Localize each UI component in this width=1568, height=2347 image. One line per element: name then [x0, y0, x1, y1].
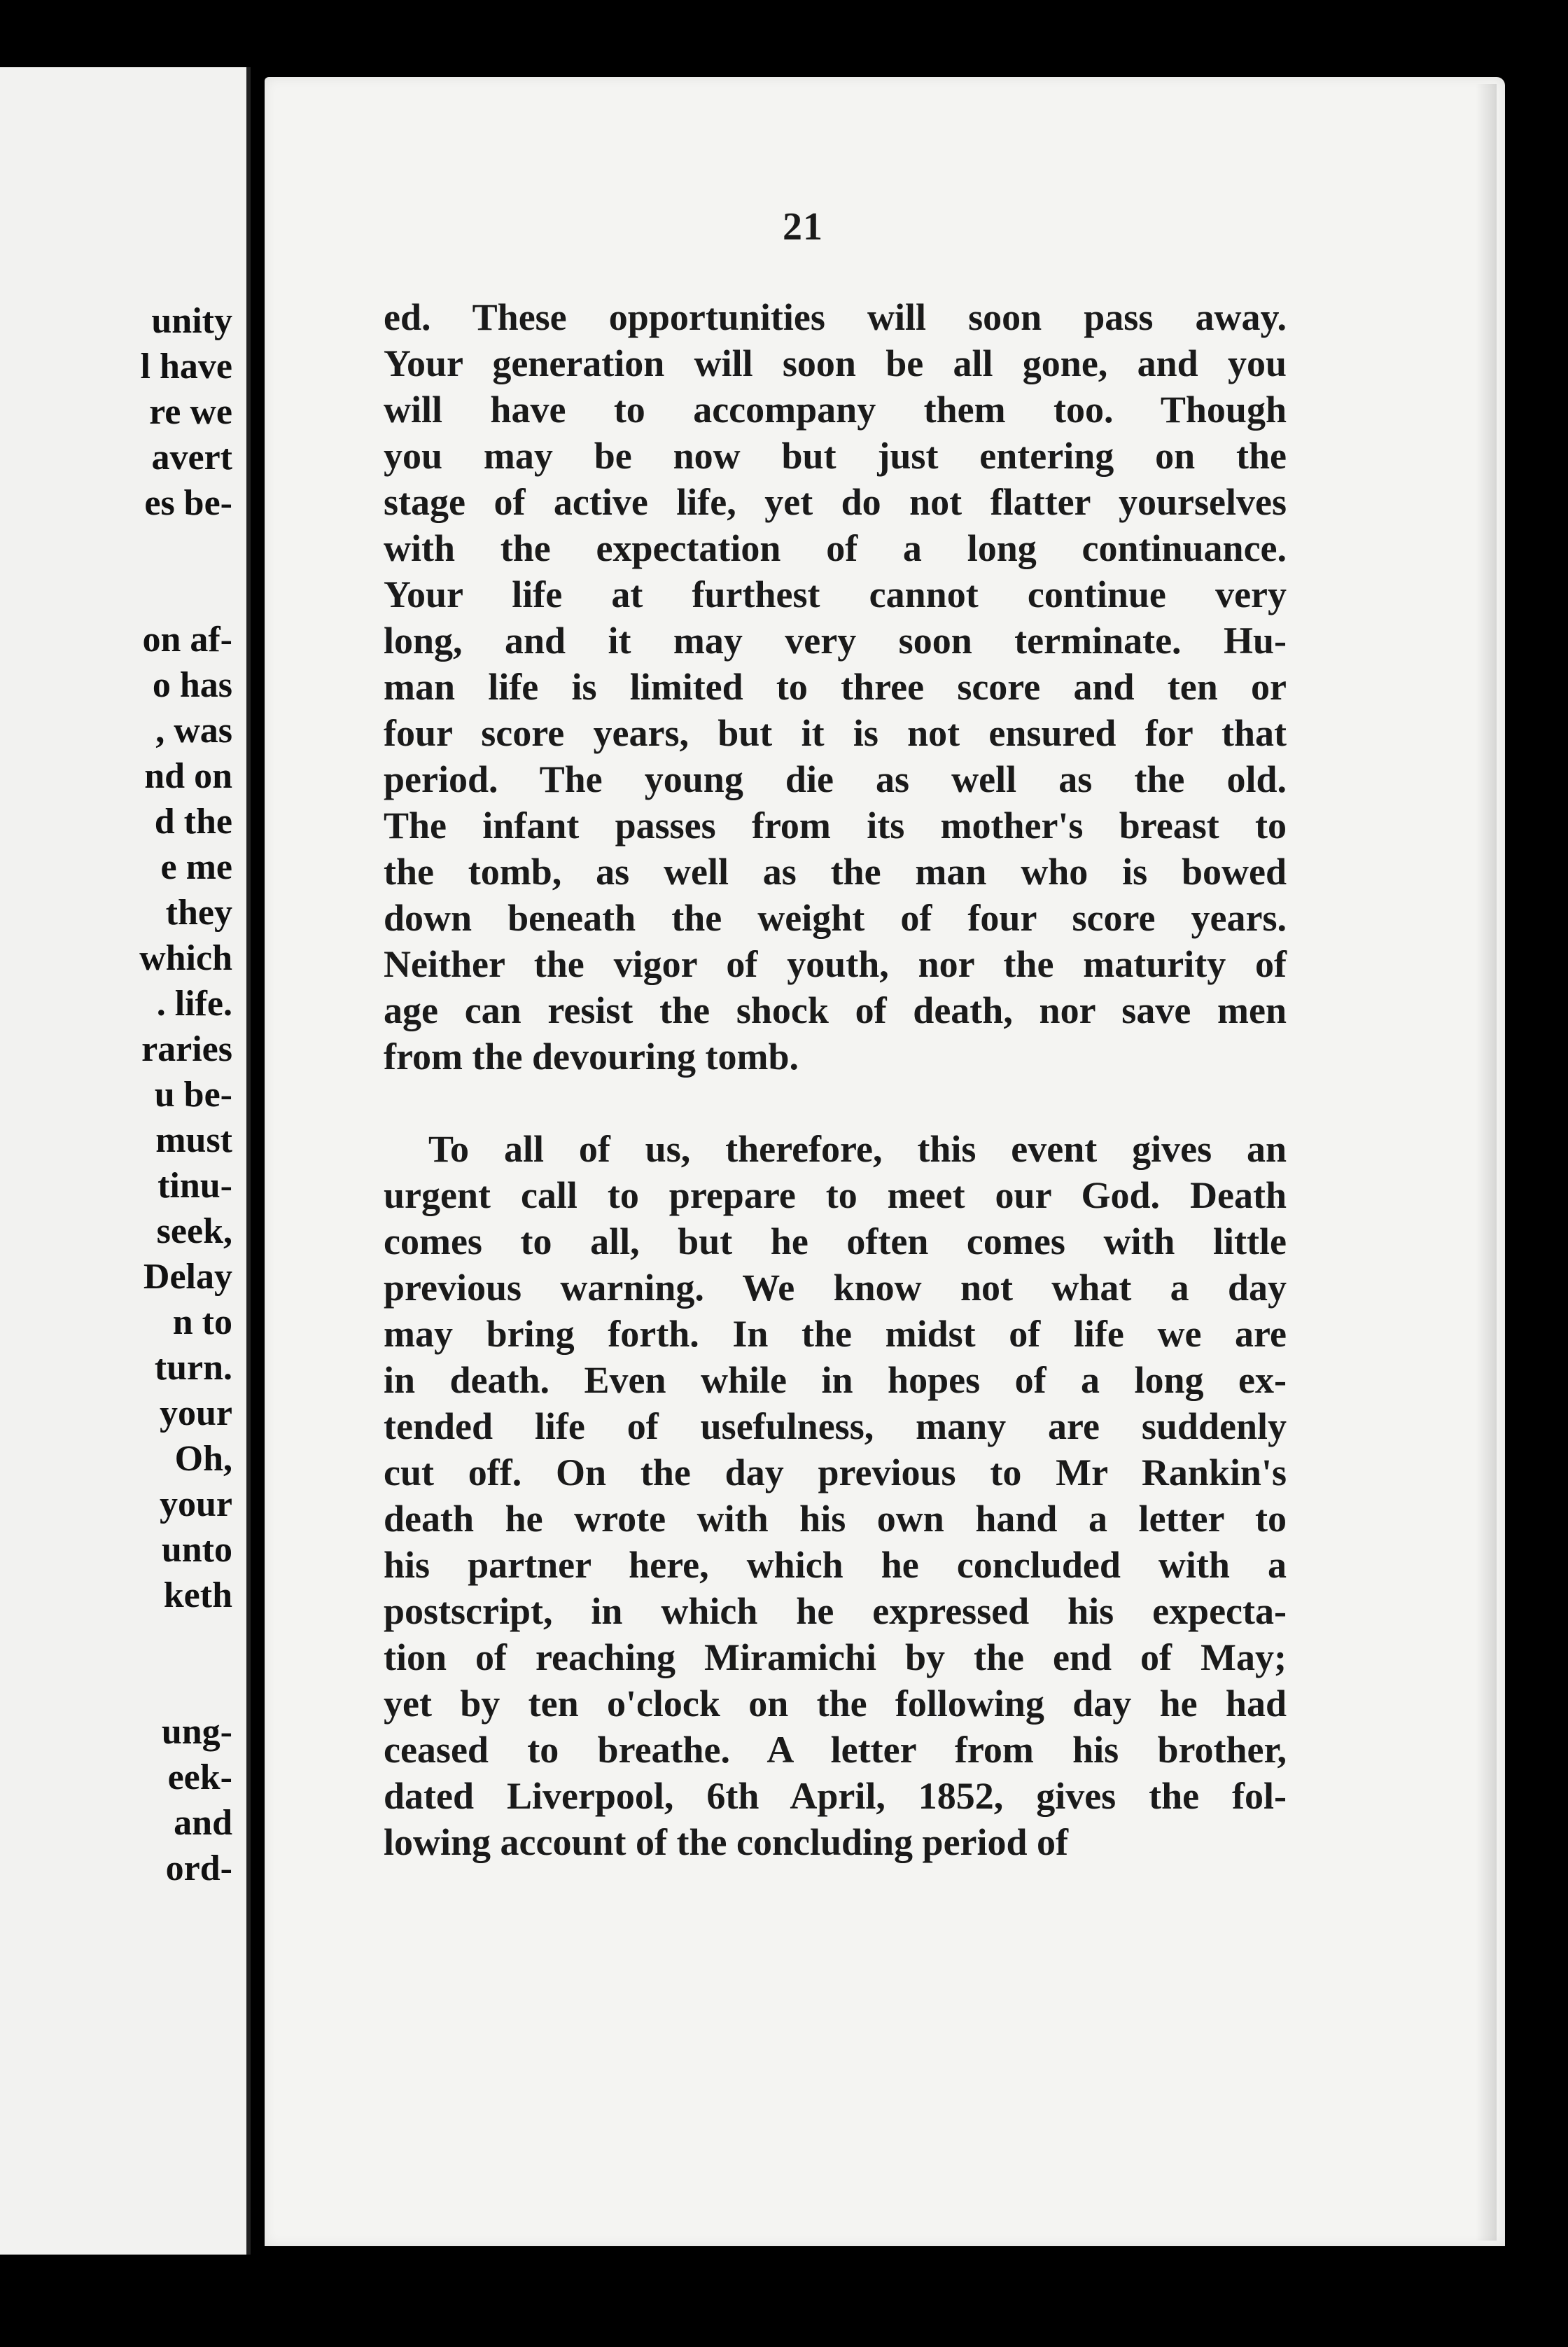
text-line: four score years, but it is not ensured for that: [384, 712, 1287, 754]
fragment-line: u be-: [154, 1075, 232, 1115]
fragment-line: keth: [163, 1575, 232, 1615]
text-line: the tomb, as well as the man who is bowed: [384, 851, 1287, 893]
fragment-line: unity: [151, 301, 232, 341]
text-line: will have to accompany them too. Though: [384, 389, 1287, 431]
text-line: lowing account of the concluding period of: [384, 1821, 1069, 1863]
text-line: stage of active life, yet do not flatter yourselves: [384, 481, 1287, 523]
text-line: postscript, in which he expressed his expecta-: [384, 1590, 1287, 1632]
text-line: ceased to breathe. A letter from his brother,: [384, 1729, 1287, 1771]
fragment-line: they: [165, 893, 232, 933]
fragment-line: . life.: [156, 984, 232, 1024]
text-line: ed. These opportunities will soon pass away.: [384, 296, 1287, 338]
fragment-line: n to: [172, 1302, 232, 1342]
text-line: Your generation will soon be all gone, and you: [384, 342, 1287, 384]
text-line: comes to all, but he often comes with little: [384, 1220, 1287, 1262]
text-line: previous warning. We know not what a day: [384, 1267, 1287, 1309]
text-line: with the expectation of a long continuance.: [384, 527, 1287, 569]
body-text: [384, 294, 1287, 1865]
text-line: down beneath the weight of four score years.: [384, 897, 1287, 939]
fragment-line: [0, 1618, 232, 1664]
fragment-line: seek,: [156, 1211, 232, 1251]
fragment-line: Delay: [143, 1257, 232, 1297]
fragment-line: tinu-: [158, 1166, 232, 1206]
fragment-line: unto: [161, 1530, 232, 1570]
text-line: age can resist the shock of death, nor save men: [384, 989, 1287, 1031]
fragment-line: d the: [154, 802, 232, 842]
text-line: To all of us, therefore, this event gives an: [428, 1128, 1287, 1170]
fragment-line: , was: [155, 711, 232, 751]
page-edge: [1476, 84, 1497, 2241]
text-line: his partner here, which he concluded with a: [384, 1544, 1287, 1586]
paragraph-1: [384, 294, 1287, 1080]
page-number: 21: [783, 205, 823, 249]
text-line: period. The young die as well as the old.: [384, 758, 1287, 800]
fragment-line: eek-: [167, 1757, 232, 1797]
previous-page-text: [0, 298, 232, 1891]
text-line: The infant passes from its mother's breast to: [384, 805, 1287, 847]
text-line: Neither the vigor of youth, nor the maturity of: [384, 943, 1287, 985]
fragment-line: [0, 1664, 232, 1709]
fragment-line: l have: [140, 347, 232, 386]
text-line: yet by ten o'clock on the following day he had: [384, 1683, 1287, 1725]
text-line: man life is limited to three score and ten or: [384, 666, 1287, 708]
text-line: Your life at furthest cannot continue very: [384, 573, 1287, 615]
fragment-line: [0, 571, 232, 617]
text-line: dated Liverpool, 6th April, 1852, gives the fol-: [384, 1775, 1287, 1817]
fragment-line: re we: [149, 392, 232, 432]
text-line: tion of reaching Miramichi by the end of May;: [384, 1636, 1287, 1678]
fragment-line: nd on: [144, 756, 232, 796]
text-line: long, and it may very soon terminate. Hu-: [384, 620, 1287, 662]
fragment-line: and: [174, 1803, 232, 1843]
text-line: in death. Even while in hopes of a long ex-: [384, 1359, 1287, 1401]
text-line: death he wrote with his own hand a letter to: [384, 1498, 1287, 1540]
fragment-line: e me: [160, 847, 232, 887]
fragment-line: raries: [141, 1029, 232, 1069]
previous-page-fragment: [0, 67, 251, 2255]
paragraph-2: [384, 1126, 1287, 1865]
fragment-line: Oh,: [174, 1439, 232, 1479]
fragment-line: which: [139, 938, 232, 978]
fragment-line: your: [160, 1484, 232, 1524]
fragment-line: avert: [151, 438, 232, 478]
fragment-line: ord-: [165, 1848, 232, 1888]
text-line: you may be now but just entering on the: [384, 435, 1287, 477]
fragment-line: your: [160, 1393, 232, 1433]
fragment-line: on af-: [142, 620, 232, 660]
fragment-line: [0, 526, 232, 571]
fragment-line: turn.: [154, 1348, 232, 1388]
text-line: may bring forth. In the midst of life we are: [384, 1313, 1287, 1355]
fragment-line: es be-: [144, 483, 232, 523]
text-line: tended life of usefulness, many are suddenly: [384, 1405, 1287, 1447]
fragment-line: must: [155, 1120, 232, 1160]
text-line: from the devouring tomb.: [384, 1036, 799, 1078]
text-line: urgent call to prepare to meet our God. Death: [384, 1174, 1287, 1216]
fragment-line: o has: [152, 665, 232, 705]
fragment-line: ung-: [161, 1712, 232, 1752]
text-line: cut off. On the day previous to Mr Rankin's: [384, 1451, 1287, 1493]
paragraph-break: [384, 1080, 1287, 1126]
